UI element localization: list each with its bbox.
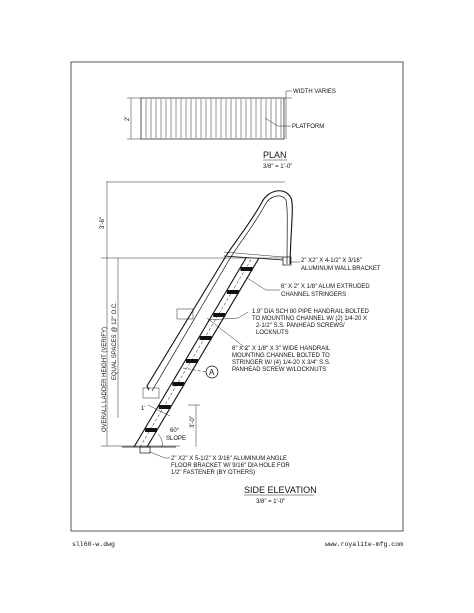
tread: [213, 313, 225, 317]
platform-leader: [265, 118, 291, 126]
plan-title: PLAN: [263, 150, 287, 160]
plan-depth-dim-text: 2': [125, 116, 131, 121]
note-stringers-2: CHANNEL STRINGERS: [281, 292, 347, 298]
note-handrail-2: TO MOUNTING CHANNEL W/ (2) 1/4-20 X: [252, 316, 368, 322]
note-handrail-1: 1.9" DIA SCH 80 PIPE HANDRAIL BOLTED: [252, 309, 369, 315]
side-elevation: [100, 181, 381, 505]
platform-label: PLATFORM: [292, 124, 325, 130]
dim-1-text: 1': [141, 406, 146, 412]
slope-label: SLOPE: [166, 436, 187, 442]
note-channel-3: STRINGER W/ (4) 1/4-20 X 3/4" S.S.: [232, 360, 331, 366]
note-wall-bracket-1: 2" X2" X 4-1/2" X 3/16": [301, 258, 362, 264]
note-channel-2: MOUNTING CHANNEL BOLTED TO: [232, 353, 330, 359]
note-stringers-1: 6" X 2" X 1/8" ALUM EXTRUDED: [281, 284, 370, 290]
note-floor-3: 1/2" FASTENER (BY OTHERS): [171, 470, 256, 476]
detail-tag: A: [209, 368, 215, 377]
floor-bracket: [140, 447, 150, 453]
note-floor-1: 2" X2" X 5-1/2" X 3/16" ALUMINUM ANGLE: [171, 456, 287, 462]
website: www.royalite-mfg.com: [324, 541, 403, 548]
tread: [227, 290, 239, 294]
slope-angle: 60°: [170, 428, 180, 434]
mounting-channel-lower: [143, 388, 159, 398]
plan-outline: [141, 98, 284, 139]
tread: [200, 336, 212, 340]
tread: [172, 382, 184, 386]
tread: [145, 428, 157, 432]
slope-arc: [158, 434, 162, 447]
note-floor-2: FLOOR BRACKET W/ 9/16" DIA HOLE FOR: [171, 463, 290, 469]
elevation-scale: 3/8" = 1'-0": [256, 499, 286, 505]
tread: [186, 359, 198, 363]
leader-stringers: [247, 278, 280, 290]
dim-3-0-text: 3'-0": [190, 416, 196, 428]
note-channel-4: PANHEAD SCREW W/LOCKNUTS: [232, 367, 327, 373]
equal-spaces-label: EQUAL SPACES @ 12" O.C.: [112, 302, 118, 380]
note-handrail-3: 2-1/2" S.S. PANHEAD SCREWS/: [256, 323, 345, 329]
plan-scale: 3/8" = 1'-0": [263, 164, 293, 170]
tread: [240, 267, 252, 271]
drawing-filename: sll60-w.dwg: [72, 541, 115, 548]
note-handrail-4: LOCKNUTS: [256, 330, 289, 336]
elevation-title: SIDE ELEVATION: [244, 485, 317, 495]
width-varies-label: WIDTH VARIES: [293, 89, 336, 95]
note-channel-1: 6" X 2" X 1/8" X 3" WIDE HANDRAIL: [232, 346, 331, 352]
note-wall-bracket-2: ALUMINUM WALL BRACKET: [301, 266, 381, 272]
leader-floor-bracket: [150, 452, 170, 458]
tread: [159, 405, 171, 409]
plan-treads: [146, 99, 281, 138]
overall-height-label: OVERALL LADDER HEIGHT (VERIFY): [102, 326, 108, 432]
dim-3-6-text: 3'-6": [100, 217, 106, 229]
plan-view: [125, 89, 336, 170]
